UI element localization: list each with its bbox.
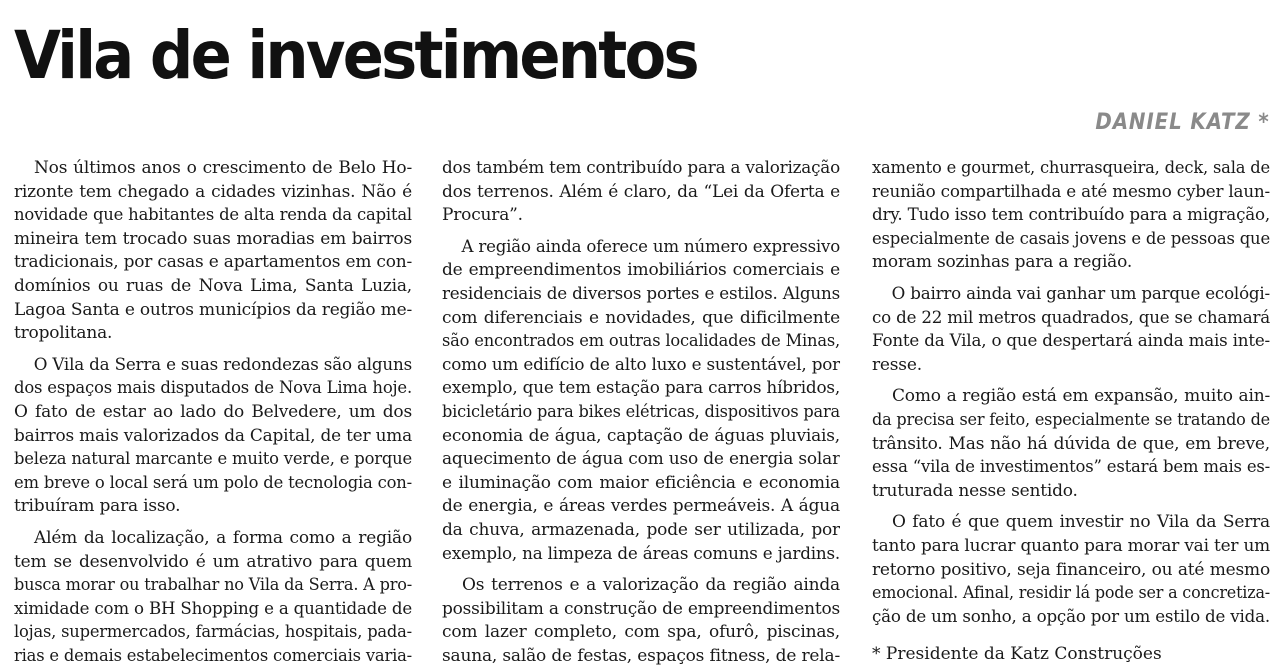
text-line: Lagoa Santa e outros municípios da região me-	[14, 299, 412, 320]
text-line: ximidade com o BH Shopping e a quantidade de	[14, 598, 412, 619]
text-line: rias e demais estabelecimentos comerciais varia-	[14, 645, 412, 666]
text-line: A região ainda oferece um número expressivo	[461, 236, 840, 257]
paragraph-gap	[14, 519, 412, 527]
text-line: O bairro ainda vai ganhar um parque ecológi-	[891, 283, 1270, 304]
text-line: truturada nesse sentido.	[872, 480, 1078, 501]
text-line: trânsito. Mas não há dúvida de que, em breve,	[872, 433, 1270, 454]
text-line: resse.	[872, 354, 922, 375]
text-line: co de 22 mil metros quadrados, que se chamará	[872, 307, 1270, 328]
text-line: da chuva, armazenada, pode ser utilizada, por	[442, 519, 840, 540]
text-line: rizonte tem chegado a cidades vizinhas. Não é	[14, 181, 412, 202]
text-line: residenciais de diversos portes e estilos. Alguns	[442, 283, 840, 304]
text-line: domínios ou ruas de Nova Lima, Santa Luzia,	[14, 275, 412, 296]
text-line: tribuíram para isso.	[14, 496, 181, 517]
text-line: especialmente de casais jovens e de pessoas que	[872, 228, 1270, 249]
text-line: xamento e gourmet, churrasqueira, deck, sala de	[872, 158, 1270, 178]
paragraph-gap	[442, 228, 840, 236]
text-line: com diferenciais e novidades, que dificilmente	[442, 307, 840, 328]
text-column-3	[872, 157, 1270, 667]
author-footnote: * Presidente da Katz Construções	[872, 644, 1162, 665]
text-line: Os terrenos e a valorização da região ainda	[462, 575, 840, 596]
text-line: dry. Tudo isso tem contribuído para a migração,	[872, 205, 1270, 226]
text-line: tradicionais, por casas e apartamentos em con-	[14, 252, 412, 273]
text-line: de energia, e áreas verdes permeáveis. A água	[442, 496, 840, 517]
article-headline: Vila de investimentos	[14, 17, 697, 94]
text-column-1	[14, 157, 412, 668]
text-line: ção de um sonho, a opção por um estilo de vida.	[872, 606, 1270, 627]
text-line: Nos últimos anos o crescimento de Belo Ho-	[34, 158, 412, 178]
text-line: tanto para lucrar quanto para morar vai ter um	[872, 535, 1270, 556]
text-line: em breve o local será um polo de tecnologia con-	[14, 472, 412, 493]
paragraph-gap	[14, 346, 412, 354]
text-column-2	[442, 157, 840, 668]
text-line: Como a região está em expansão, muito ain-	[892, 386, 1270, 407]
text-line: como um edifício de alto luxo e sustentável, por	[442, 354, 840, 375]
text-line: mineira tem trocado suas moradias em bairros	[14, 228, 412, 249]
text-line: dos espaços mais disputados de Nova Lima hoje.	[14, 378, 412, 399]
article-body	[14, 157, 1270, 666]
text-line: exemplo, que tem estação para carros híbridos,	[442, 378, 840, 399]
text-line: emocional. Afinal, residir lá pode ser a concretiza-	[872, 583, 1270, 604]
text-line: e iluminação com maior eficiência e economia	[442, 472, 840, 493]
text-line: essa “vila de investimentos” estará bem mais es-	[872, 457, 1270, 478]
text-line: Fonte da Vila, o que despertará ainda mais inte-	[872, 331, 1270, 352]
paragraph-gap	[872, 377, 1270, 385]
text-line: retorno positivo, seja financeiro, ou até mesmo	[872, 559, 1270, 580]
paragraph-gap	[872, 503, 1270, 511]
text-line: com lazer completo, com spa, ofurô, piscinas,	[442, 622, 840, 643]
paragraph-gap	[442, 566, 840, 574]
text-line: aquecimento de água com uso de energia solar	[442, 449, 840, 470]
text-line: dos também tem contribuído para a valorização	[442, 158, 840, 178]
text-line: busca morar ou trabalhar no Vila da Serra. A pro-	[14, 575, 412, 596]
text-line: O fato é que quem investir no Vila da Serra	[892, 512, 1270, 533]
text-line: Além da localização, a forma como a região	[34, 527, 412, 548]
text-line: O Vila da Serra e suas redondezas são alguns	[33, 354, 412, 375]
text-line: bairros mais valorizados da Capital, de ter uma	[14, 425, 412, 446]
text-line: beleza natural marcante e muito verde, e porque	[14, 449, 412, 470]
paragraph-gap	[872, 275, 1270, 283]
text-line: Procura”.	[442, 205, 523, 226]
text-line: reunião compartilhada e até mesmo cyber laun-	[872, 181, 1270, 202]
text-line: tem se desenvolvido é um atrativo para quem	[14, 551, 412, 572]
text-line: moram sozinhas para a região.	[872, 252, 1133, 273]
text-line: lojas, supermercados, farmácias, hospitais, pada-	[14, 622, 412, 643]
text-line: economia de água, captação de águas pluviais,	[442, 425, 840, 446]
author-byline: DANIEL KATZ *	[1095, 110, 1270, 135]
text-line: tropolitana.	[14, 323, 113, 344]
text-line: de empreendimentos imobiliários comerciais e	[442, 260, 840, 281]
text-line: possibilitam a construção de empreendimentos	[442, 598, 840, 619]
text-line: sauna, salão de festas, espaços fitness, de rela-	[442, 645, 840, 666]
text-line: da precisa ser feito, especialmente se tratando de	[872, 409, 1270, 430]
text-column-3-lines	[872, 157, 1270, 629]
text-line: O fato de estar ao lado do Belvedere, um dos	[14, 401, 412, 422]
text-line: exemplo, na limpeza de áreas comuns e jardins.	[442, 543, 840, 564]
text-line: dos terrenos. Além é claro, da “Lei da Oferta e	[442, 181, 840, 202]
text-line: são encontrados em outras localidades de Minas,	[442, 331, 840, 352]
text-line: bicicletário para bikes elétricas, dispositivos para	[442, 401, 840, 422]
text-line: novidade que habitantes de alta renda da capital	[14, 205, 412, 226]
